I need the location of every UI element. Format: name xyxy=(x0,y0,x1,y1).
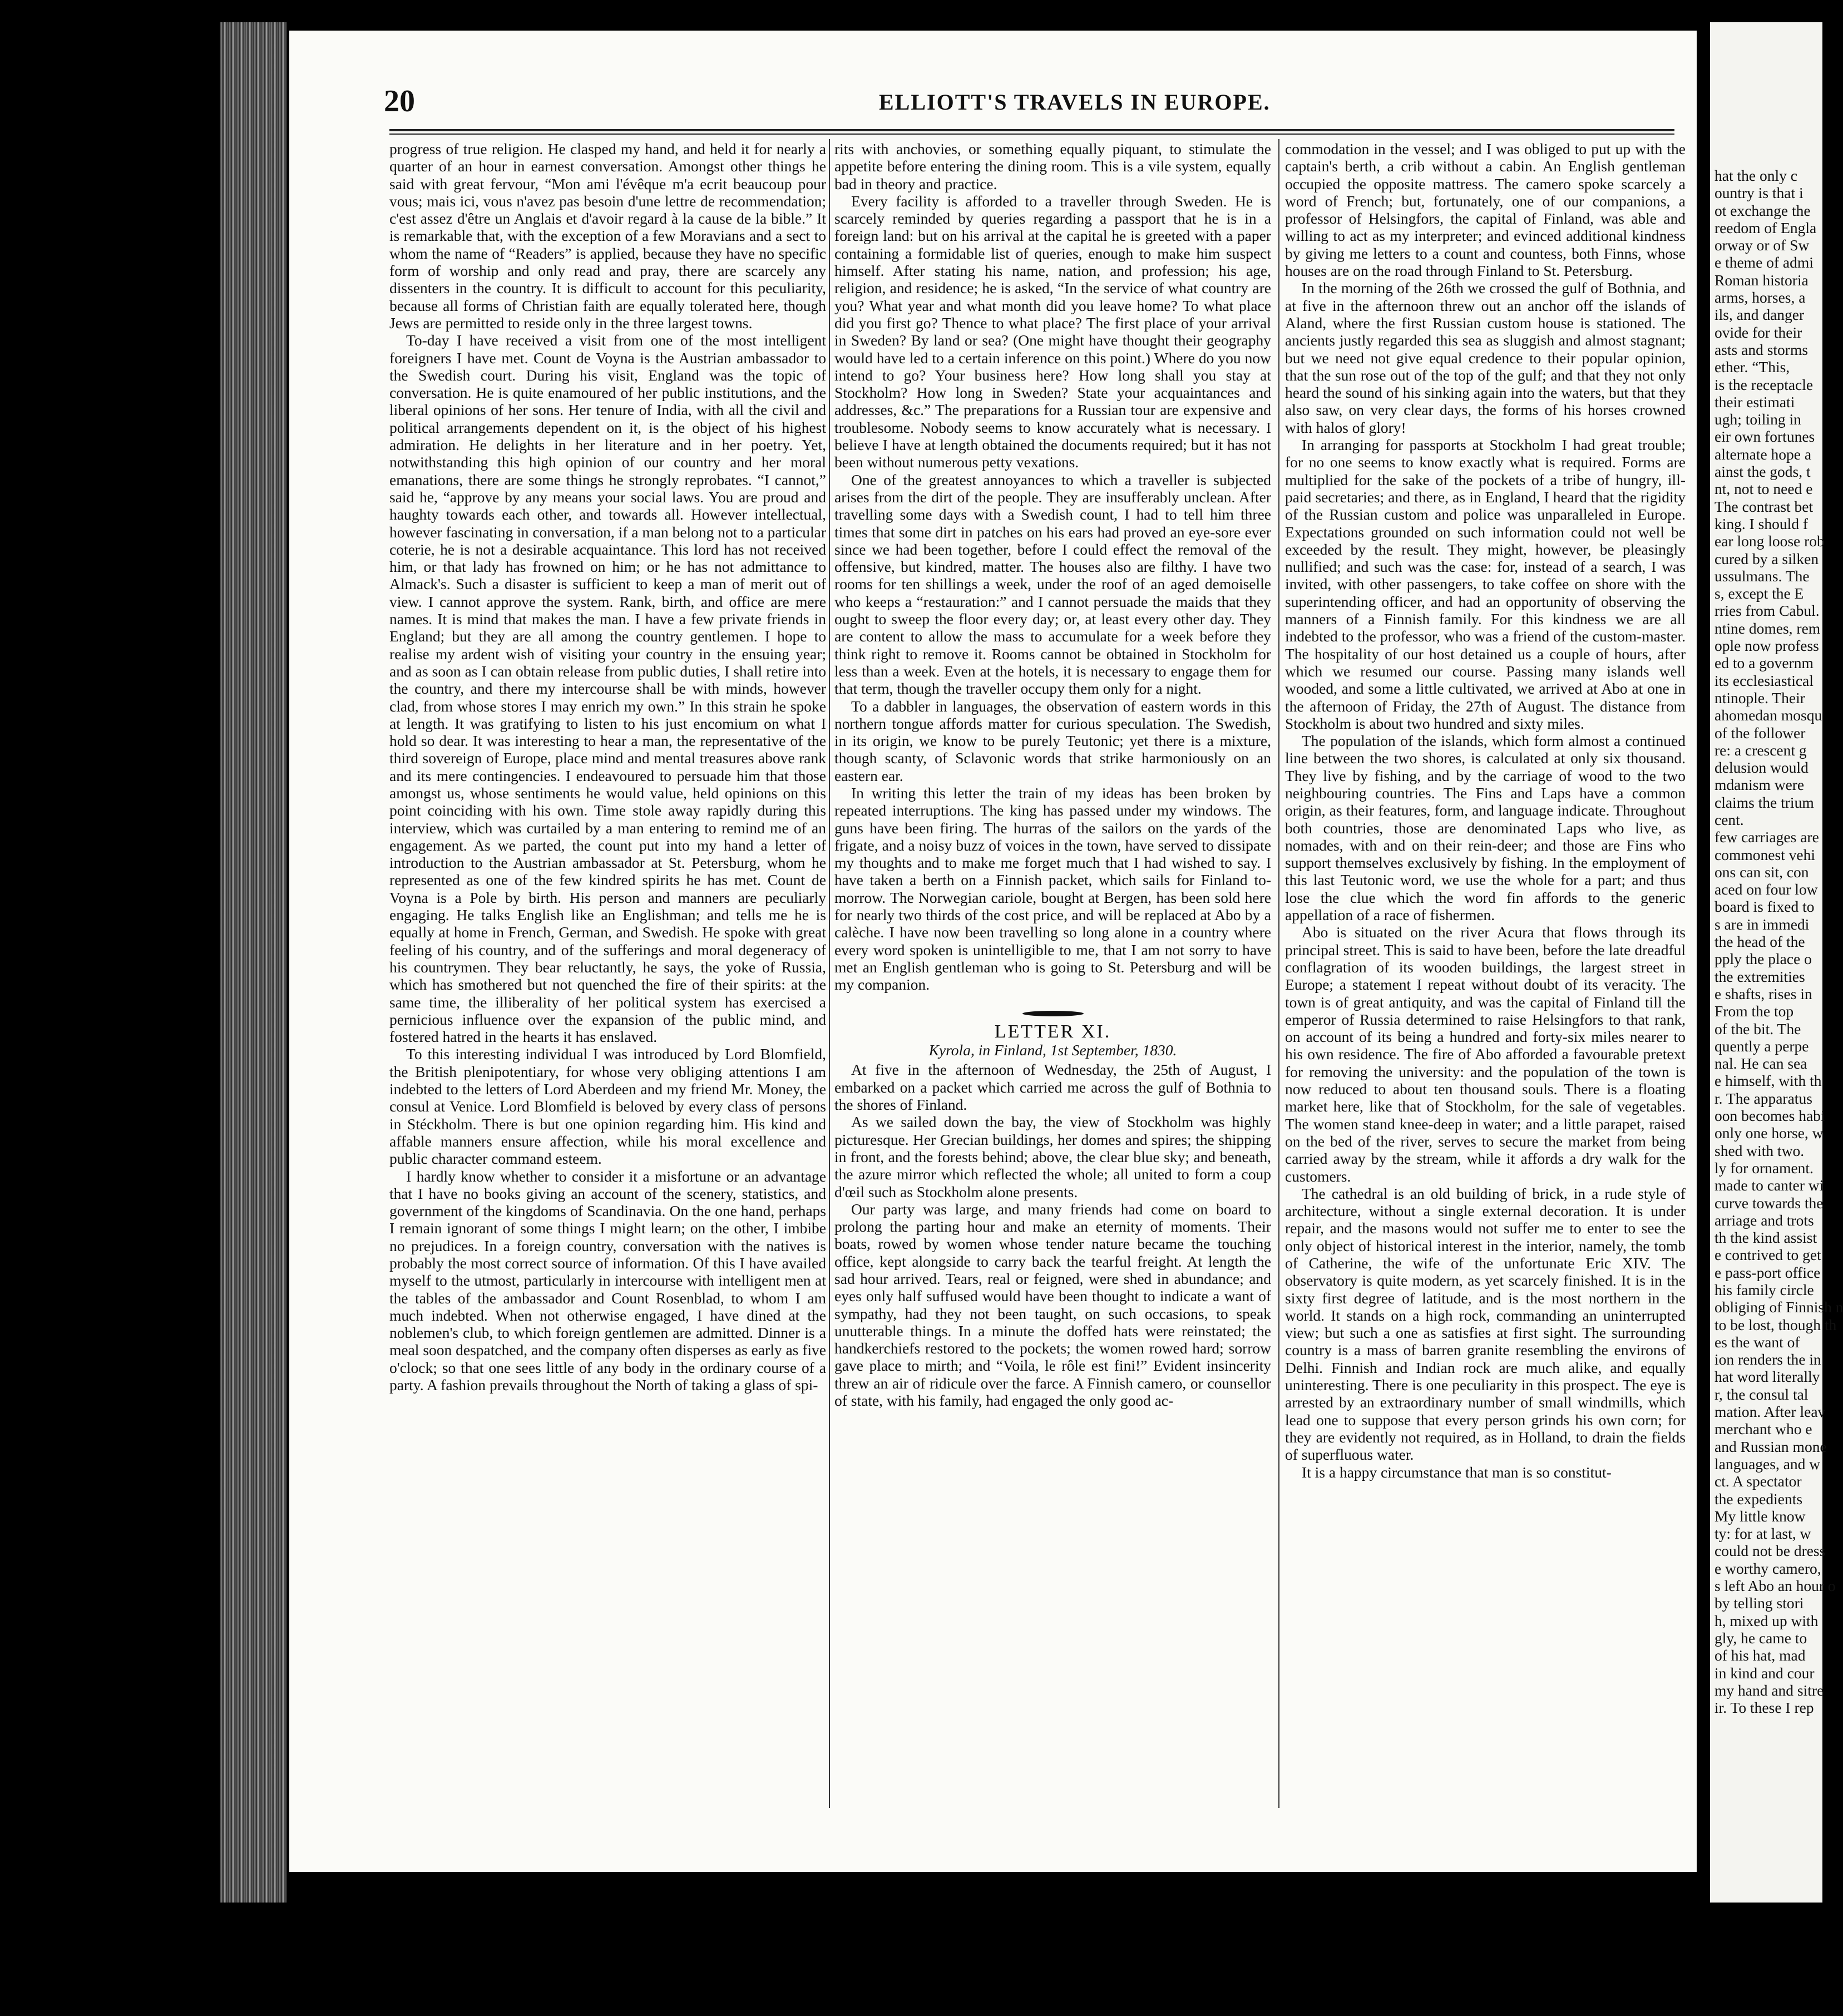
next-page-line: h, mixed up with xyxy=(1714,1612,1819,1629)
next-page-line: and Russian mone xyxy=(1714,1437,1827,1455)
next-page-line: th the kind assist xyxy=(1714,1229,1817,1247)
next-page-line: ir. To these I rep xyxy=(1714,1699,1814,1717)
next-page-line: gly, he came to xyxy=(1714,1629,1807,1647)
letter-title: LETTER XI. xyxy=(994,1021,1111,1042)
next-page-line: could not be dress xyxy=(1714,1542,1826,1560)
paragraph: commodation in the vessel; and I was obliged to put up with the captain's berth, a crib without a cabin. An English gentleman occupied the opposite mattress. The camero spoke scarcely a word of French; but, fortunately, one of our companions, a professor of Helsingfors, the capital of Finland, was able and willing to act as my interpreter; and evinced additional kindness by giving me letters to a count and countess, both Finns, whose houses are on the road through Finland to St. Petersburg. xyxy=(1285,140,1686,280)
next-page-line: ntine domes, rem xyxy=(1714,619,1821,637)
next-page-line: s, except the E xyxy=(1714,585,1804,602)
next-page-line: the expedients xyxy=(1714,1490,1803,1508)
next-page-line: nal. He can sea xyxy=(1714,1055,1807,1073)
next-page-line: ainst the gods, t xyxy=(1714,463,1811,481)
next-page-line: quently a perpe xyxy=(1714,1037,1809,1055)
paragraph: The cathedral is an old building of brick, in a rude style of architecture, without a single external decoration. It is under repair, and the masons would not suffer me to enter to see the only object of historical interest in the interior, namely, the tomb of Catherine, the wife of the unfortunate Eric XIV. The observatory is quite modern, as yet scarcely finished. It is in the sixty first degree of latitude, and is the most northern in the world. It stands on a high rock, commanding an uninterrupted view; but such a one as satisfies at first sight. The surrounding country is a mass of barren granite resembling the environs of Delhi. Finnish and Indian rock are much alike, and equally uninteresting. There is one peculiarity in this prospect. The eye is arrested by an extraordinary number of small windmills, which lead one to suppose that every person grinds his own corn; for they are evidently not required, as in Holland, to drain the fields of superfluous water. xyxy=(1285,1184,1686,1464)
paragraph: Abo is situated on the river Acura that flows through its principal street. This is said to have been, before the late dreadful conflagration of its wooden buildings, the largest street in Europe; a statement I repeat without doubt of its veracity. The town is of great antiquity, and was the capital of Finland till the emperor of Russia determined to raise Helsingfors to that rank, on account of its being a hundred and forty-six miles nearer to his own residence. The fire of Abo afforded a favourable pretext for removing the university: and the population of the town is now reduced to about ten thousand souls. There is a floating market here, like that of Stockholm, for the sale of vegetables. The women stand knee-deep in water; and a little parapet, raised on the bed of the river, serves to secure the market from being carried away by the stream, while it affords a dry walk for the customers. xyxy=(1285,923,1686,1185)
next-page-line: The contrast bet xyxy=(1714,497,1814,515)
paragraph: To a dabbler in languages, the observation of eastern words in this northern tongue affords matter for curious speculation. The Swedish, in its origin, we know to be purely Teutonic; yet there is a mixture, though scanty, of Sclavonic words that strike harmoniously on an eastern ear. xyxy=(834,697,1271,784)
paragraph: Every facility is afforded to a traveller through Sweden. He is scarcely reminded by queries regarding a passport that he is in a foreign land: but on his arrival at the capital he is greeted with a paper containing a formidable list of queries, enough to make him suspect himself. After stating his name, nation, and profession; his age, religion, and residence; he is asked, “In the service of what country are you? What year and what month did you leave home? To what place did you first go? Thence to what place? The first place of your arrival in Sweden? By land or sea? (One might have thought their geography would have led to a certain inference on this point.) Where do you now intend to go? Your business here? How long shall you stay at Stockholm? How long in Sweden? State your acquaintances and addresses, &c.” The preparations for a Russian tour are expensive and troublesome. Nobody seems to know accurately what is necessary. I believe I have at length obtained the documents required; but it has not been without numerous petty vexations. xyxy=(834,192,1271,471)
next-page-line: obliging of Finnish n xyxy=(1714,1298,1843,1316)
column-divider xyxy=(1278,139,1279,1808)
next-page-line: From the top xyxy=(1714,1002,1794,1020)
next-page-line: arriage and trots xyxy=(1714,1211,1814,1229)
next-page-line: to be lost, though th xyxy=(1714,1316,1837,1333)
next-page-line: s are in immedi xyxy=(1714,915,1810,933)
next-page-line: few carriages are xyxy=(1714,828,1819,846)
next-page-line: reedom of Engla xyxy=(1714,219,1817,236)
next-page-line: its ecclesiastical xyxy=(1714,671,1814,689)
next-page-line: r, the consul tal xyxy=(1714,1385,1809,1403)
next-page-line: cent. xyxy=(1714,811,1744,828)
scan-shadow xyxy=(289,1872,1697,2016)
text-column-middle xyxy=(834,140,1271,1801)
header-rule-thin xyxy=(389,134,1674,135)
next-page-line: nt, not to need e xyxy=(1714,480,1813,498)
next-page-line: ed to a governm xyxy=(1714,654,1814,672)
next-page-line: languages, and w xyxy=(1714,1455,1821,1473)
running-head: ELLIOTT'S TRAVELS IN EUROPE. xyxy=(879,90,1271,115)
next-page-line: r. The apparatus xyxy=(1714,1089,1812,1107)
adjacent-page-fragment xyxy=(1702,22,1843,1903)
next-page-line: by telling stori xyxy=(1714,1594,1804,1612)
paragraph: progress of true religion. He clasped my hand, and held it for nearly a quarter of an hour in earnest conversation. Amongst other things he said with great fervour, “Mon ami l'évêque m'a ecrit beaucoup pour vous; mais ici, vous n'avez pas besoin d'une lettre de recommendation; c'est assez d'être un Anglais et d'avoir regard à la cause de la bible.” It is remarkable that, with the exception of a few Moravians and a sect to whom the name of “Readers” is applied, because they have no specific form of worship and only read and pray, there are scarcely any dissenters in the country. It is difficult to account for this peculiarity, because all forms of Christian faith are equally tolerated here, though Jews are permitted to reside only in the three largest towns. xyxy=(389,140,826,332)
paragraph: In arranging for passports at Stockholm I had great trouble; for no one seems to know exactly what is required. Forms are multiplied for the sake of the pockets of a tribe of hungry, ill-paid secretaries; and there, as in England, I heard that the rigidity of the Russian custom and police was unparalleled in Europe. Expectations grounded on such information could not well be exceeded by the result. They might, however, be pleasingly nullified; and such was the case: for, instead of a search, I was invited, with other passengers, to take coffee on shore with the superintending officer, and had an opportunity of observing the manners of a Finnish family. For this kindness we are all indebted to the professor, who was a friend of the custom-master. The hospitality of our host detained us a couple of hours, after which we resumed our course. Passing many islands well wooded, and some a little cultivated, we arrived at Abo at one in the afternoon of Friday, the 27th of August. The distance from Stockholm is about two hundred and sixty miles. xyxy=(1285,436,1686,732)
next-page-line: curve towards the xyxy=(1714,1194,1824,1212)
header-rule xyxy=(389,129,1674,131)
next-page-line: is the receptacle xyxy=(1714,375,1814,393)
next-page-line: pply the place o xyxy=(1714,950,1812,968)
next-page-line: oon becomes habi xyxy=(1714,1107,1825,1125)
next-page-line: ty: for at last, w xyxy=(1714,1525,1811,1543)
next-page-line: made to canter wi xyxy=(1714,1177,1824,1194)
next-page-line: the extremities xyxy=(1714,967,1805,985)
next-page-line: their estimati xyxy=(1714,393,1795,411)
next-page-line: ot exchange the xyxy=(1714,201,1811,219)
next-page-line: the head of the xyxy=(1714,933,1805,951)
next-page-line: claims the trium xyxy=(1714,793,1814,811)
paragraph: It is a happy circumstance that man is so constitut- xyxy=(1302,1463,1612,1481)
paragraph: To-day I have received a visit from one of the most intelligent foreigners I have met. Count de Voyna is the Austrian ambassador to the Swedish court. During his visit, England was the topic of conversation. He is quite enamoured of her public institutions, and the liberal opinions of her sons. Her tenure of India, with all the civil and political arrangements dependent on it, is the object of his highest admiration. He delights in her literature and in her poetry. Yet, notwithstanding this high opinion of our country and her moral emanations, there are some things he strongly reprobates. “I cannot,” said he, “approve by any means your social laws. You are proud and haughty towards each other, and towards all. However intellectual, however fascinating in conversation, if a man belong not to a particular coterie, he is not a desirable acquaintance. This lord has not received him, or that lady has frowned on him; or he has not admittance to Almack's. Such a disaster is sufficient to keep a man of merit out of view. I cannot approve the system. Rank, birth, and office are mere names. It is mind that makes the man. I have a few private friends in England; but they are all among the country gentlemen. I hope to realise my ardent wish of visiting your country in the ensuing year; and as soon as I can obtain release from public duties, I shall retire into the country, and there my intercourse shall be with minds, however clad, from whose stores I may enrich my own.” In this strain he spoke at length. It was gratifying to listen to his just encomium on what I hold so dear. It was interesting to hear a man, the representative of the third sovereign of Europe, place mind and mental treasures above rank and its mere contingencies. I endeavoured to persuade him that those amongst us, whose sentiments he would value, held opinions on this point coinciding with his own. Time stole away rapidly during this interview, which was curtailed by a man entering to remind me of an engagement. As we parted, the count put into my hand a letter of introduction to the Austrian ambassador at St. Petersburg, whom he represented as one of the few kindred spirits he has met. Count de Voyna is a Pole by birth. His person and manners are peculiarly engaging. He talks English like an Englishman; and tells me he is equally at home in French, German, and Swedish. He spoke with great feeling of his country, and of the sufferings and moral degeneracy of his countrymen. They bear reluctantly, he says, the yoke of Russia, which has smothered but not quenched the fire of their spirits: at the same time, the illiberality of her political system has exercised a pernicious influence over the expansion of the public mind, and fostered hatred in the hearts it has enslaved. xyxy=(389,332,827,1046)
next-page-line: board is fixed to xyxy=(1714,898,1815,916)
next-page-line: of the follower xyxy=(1714,724,1806,742)
next-page-line: es the want of xyxy=(1714,1333,1800,1351)
letter-dateline: Kyrola, in Finland, 1st September, 1830. xyxy=(928,1041,1177,1059)
next-page-line: alternate hope a xyxy=(1714,445,1812,463)
next-page-line: e worthy camero, xyxy=(1714,1559,1821,1577)
next-page-line: ether. “This, xyxy=(1714,358,1790,376)
next-page-line: of the bit. The xyxy=(1714,1020,1801,1037)
paragraph: Our party was large, and many friends had come on board to prolong the parting hour and make an eternity of moments. Their boats, rowed by women whose tender nature became the touching office, kept alongside to carry back the tearful freight. At length the sad hour arrived. Tears, real or feigned, were shed in abundance; and eyes only half suffused would have been thought to indicate a want of sympathy, had they not been taught, on such occasions, to speak unutterable things. In a minute the doffed hats were reinstated; the handkerchiefs restored to the pockets; the women rowed hard; sorrow gave place to mirth; and “Voila, le rôle est fini!” Evident insincerity threw an air of ridicule over the farce. A Finnish camero, or counsellor of state, with his family, had engaged the only good ac- xyxy=(834,1200,1271,1410)
next-page-line: ahomedan mosqu xyxy=(1714,706,1822,724)
paragraph: I hardly know whether to consider it a misfortune or an advantage that I have no books giving an account of the scenery, statistics, and government of the kingdoms of Scandinavia. On the one hand, perhaps I remain ignorant of some things I might learn; on the other, I imbibe no prejudices. In a foreign country, conversation with the natives is probably the most correct source of information. Of this I have availed myself to the utmost, particularly in intercourse with intelligent men at the tables of the ambassador and Count Rosenblad, to whom I am much indebted. When not otherwise engaged, I have dined at the noblemen's club, to which foreign gentlemen are admitted. Dinner is a meal soon despatched, and the company often disperses as early as five o'clock; so that one sees little of any body in the ordinary course of a party. A fashion prevails throughout the North of taking a glass of spi- xyxy=(389,1167,827,1394)
next-page-line: mation. After leav xyxy=(1714,1403,1826,1421)
page-number: 20 xyxy=(384,84,415,118)
next-page-line: cured by a silken xyxy=(1714,550,1819,567)
next-page-line: ear long loose rob xyxy=(1714,532,1825,550)
next-page-line: ntinople. Their xyxy=(1714,689,1805,706)
next-page-line: orway or of Sw xyxy=(1714,236,1810,254)
next-page-line: Roman historia xyxy=(1714,271,1809,289)
paragraph: The population of the islands, which form almost a continued line between the two shores, is calculated at only six thousand. They live by fishing, and by the carriage of wood to the two neighbouring countries. The Fins and Laps have a common origin, as their features, form, and language indicate. Throughout both countries, those are denominated Laps who live, as nomades, with and on their rein-deer; and those are Fins who support themselves exclusively by fishing. In the employment of this last Teutonic word, we use the whole for a part; and thus lose the clue which the word fin affords to the generic appellation of a race of fishermen. xyxy=(1285,732,1686,924)
paragraph: At five in the afternoon of Wednesday, the 25th of August, I embarked on a packet which carried me across the gulf of Bothnia to the shores of Finland. xyxy=(834,1061,1271,1114)
paragraph: In writing this letter the train of my ideas has been broken by repeated interruptions. The king has passed under my windows. The guns have been firing. The hurras of the sailors on the yards of the frigate, and a noisy buzz of voices in the town, have served to dissipate my thoughts and to make me forget much that I had wished to say. I have taken a berth on a Finnish packet, which sails for Finland to-morrow. The Norwegian cariole, bought at Bergen, has been sold here for nearly two thirds of the cost price, and will be replaced at Abo by a calèche. I have now been travelling so long alone in a country where every word spoken is unintelligible to me, that I am not sorry to have met an English gentleman who is going to St. Petersburg and will be my companion. xyxy=(834,784,1271,994)
paragraph: One of the greatest annoyances to which a traveller is subjected arises from the dirt of the people. They are insufferably unclean. After travelling some days with a Swedish count, I had to tell him three times that some dirt in patches on his ears had proved an eye-sore ever since we had been together, before I could effect the removal of the offensive, but kindred, matter. The houses also are filthy. I have two rooms for ten shillings a week, under the roof of an aged demoiselle who keeps a “restauration:” and I cannot persuade the maids that they ought to sweep the floor every day; or, at least every other day. They are content to allow the mass to accumulate for a week before they think right to remove it. Rooms cannot be obtained in Stockholm for less than a week. Even at the hotels, it is necessary to engage them for that term, though the traveller occupy them only for a night. xyxy=(834,471,1271,698)
next-page-line: ountry is that i xyxy=(1714,184,1804,202)
binding-gutter xyxy=(220,22,286,1903)
text-column-left xyxy=(389,140,826,1801)
next-page-line: delusion would xyxy=(1714,759,1809,777)
next-page-line: My little know xyxy=(1714,1507,1806,1525)
next-page-line: ugh; toiling in xyxy=(1714,411,1801,428)
next-page-line: ion renders the in xyxy=(1714,1351,1821,1368)
next-page-line: e contrived to get xyxy=(1714,1246,1821,1264)
next-page-line: ople now profess xyxy=(1714,637,1819,655)
next-page-line: re: a crescent g xyxy=(1714,741,1807,759)
paragraph: rits with anchovies, or something equally piquant, to stimulate the appetite before entering the dining room. This is a vile system, equally bad in theory and practice. xyxy=(834,140,1271,192)
next-page-line: his family circle xyxy=(1714,1281,1814,1298)
next-page-line: e himself, with th xyxy=(1714,1072,1822,1090)
next-page-line: e shafts, rises in xyxy=(1714,985,1812,1002)
next-page-line: rries from Cabul. xyxy=(1714,602,1820,620)
next-page-line: king. I should f xyxy=(1714,515,1809,532)
next-page-line: ons can sit, con xyxy=(1714,863,1809,881)
next-page-line: in kind and cour xyxy=(1714,1664,1815,1682)
next-page-line: hat word literally xyxy=(1714,1368,1820,1386)
next-page-line: mdanism were xyxy=(1714,776,1805,794)
next-page-line: ils, and danger xyxy=(1714,306,1805,324)
next-page-line: only one horse, w xyxy=(1714,1124,1824,1142)
next-page-line: ly for ornament. xyxy=(1714,1159,1814,1177)
next-page-line: my hand and sitre xyxy=(1714,1681,1824,1699)
next-page-line: e theme of admi xyxy=(1714,254,1814,271)
column-divider xyxy=(829,139,830,1808)
next-page-line: merchant who e xyxy=(1714,1420,1812,1438)
paragraph: As we sailed down the bay, the view of Stockholm was highly picturesque. Her Grecian buildings, her domes and spires; the shipping in front, and the forests behind; above, the clear blue sky; and beneath, the azure mirror which reflected the whole; all united to form a coup d'œil such as Stockholm alone presents. xyxy=(834,1113,1271,1200)
next-page-line: of his hat, mad xyxy=(1714,1647,1806,1664)
next-page-line: shed with two. xyxy=(1714,1142,1805,1159)
next-page-line: ussulmans. The xyxy=(1714,567,1810,585)
next-page-line: eir own fortunes xyxy=(1714,428,1815,446)
next-page-line: commonest vehi xyxy=(1714,846,1816,863)
next-page-line: ct. A spectator xyxy=(1714,1473,1802,1490)
text-column-right xyxy=(1285,140,1686,1801)
next-page-line: ovide for their xyxy=(1714,323,1802,341)
paragraph: To this interesting individual I was introduced by Lord Blomfield, the British plenipotentiary, for whose very obliging attentions I am indebted to the letters of Lord Aberdeen and my friend Mr. Money, the consul at Venice. Lord Blomfield is beloved by every class of persons in Stéckholm. There is but one opinion regarding him. His kind and affable manners ensure affection, while his moral excellence and public character command esteem. xyxy=(389,1045,826,1168)
next-page-line: hat the only c xyxy=(1714,167,1797,184)
paragraph: In the morning of the 26th we crossed the gulf of Bothnia, and at five in the afternoon threw out an anchor off the islands of Aland, where the first Russian custom house is stationed. The ancients justly regarded this sea as sluggish and almost stagnant; but we need not give equal credence to their popular opinion, that the sun rose out of the top of the gulf; and that they not only heard the sound of his sinking again into the waters, but that they also saw, on very clear days, the forms of his horses crowned with halos of glory! xyxy=(1285,279,1686,436)
next-page-line: e pass-port office xyxy=(1714,1263,1821,1281)
next-page-line: asts and storms xyxy=(1714,340,1809,358)
section-ornament xyxy=(834,1002,1271,1020)
next-page-line: arms, horses, a xyxy=(1714,289,1806,307)
next-page-line: aced on four low xyxy=(1714,881,1818,898)
next-page-line: s left Abo an hour o xyxy=(1714,1577,1836,1595)
